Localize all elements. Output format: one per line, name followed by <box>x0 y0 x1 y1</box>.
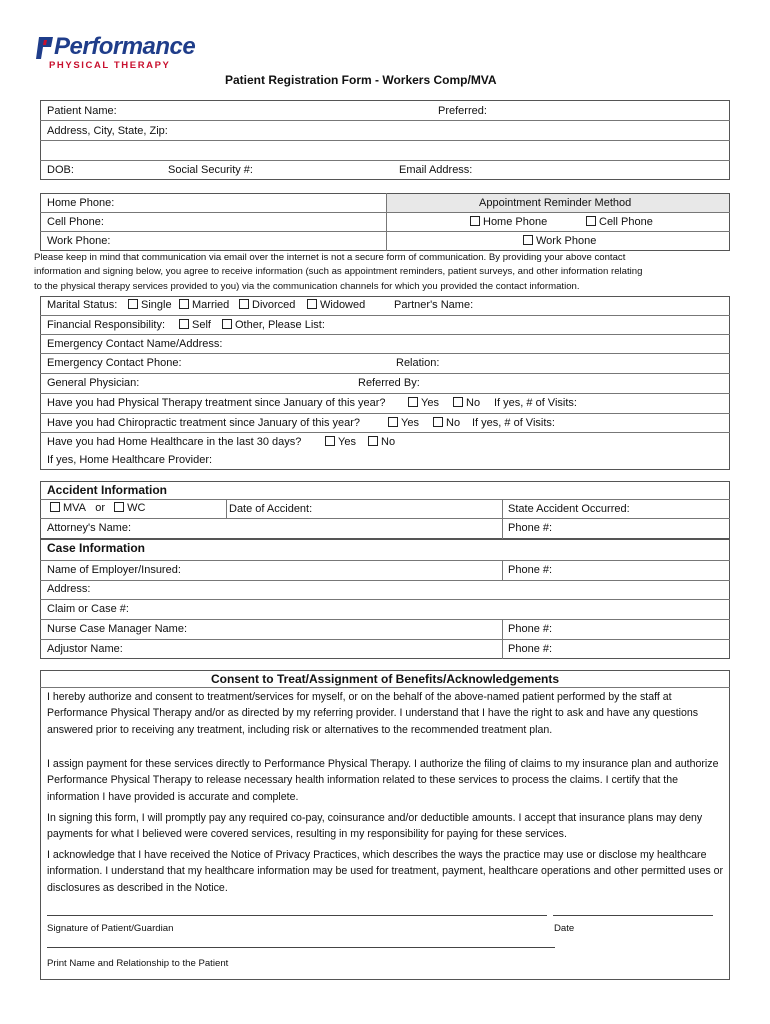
nurse-case-manager-field[interactable]: Nurse Case Manager Name: <box>47 623 188 635</box>
logo-p-icon <box>36 36 56 60</box>
checkbox-icon[interactable] <box>325 436 335 446</box>
privacy-notice-line: information and signing below, you agree to receive information (such as appointment reminders, patient surveys, and other information relating <box>34 266 643 277</box>
hh-no-option[interactable]: No <box>368 436 395 448</box>
partner-name-field[interactable]: Partner's Name: <box>394 299 474 311</box>
general-physician-field[interactable]: General Physician: <box>47 377 140 389</box>
patient-name-field[interactable]: Patient Name: <box>47 105 117 117</box>
case-info-heading: Case Information <box>47 541 146 555</box>
state-accident-field[interactable]: State Accident Occurred: <box>508 503 630 515</box>
cell-phone-field[interactable]: Cell Phone: <box>47 216 104 228</box>
chiro-yes-option[interactable]: Yes <box>388 417 419 429</box>
home-healthcare-question: Have you had Home Healthcare in the last 30 days? <box>47 436 302 448</box>
emergency-contact-name-field[interactable]: Emergency Contact Name/Address: <box>47 338 223 350</box>
financial-self-option[interactable]: Self <box>179 319 211 331</box>
chiro-no-option[interactable]: No <box>433 417 460 429</box>
consent-paragraph: I hereby authorize and consent to treatment/services for myself, or on the behalf of the above-named patient performed by the staff at Performance Physical Therapy and/or as directed by my referring provider. I understand that I have the right to ask and have any questions answered prior to receiving any treatment, including risk or alternatives to the recommended treatment plan. <box>47 691 699 736</box>
marital-divorced-option[interactable]: Divorced <box>239 299 295 311</box>
reminder-method-header: Appointment Reminder Method <box>479 197 632 209</box>
adjustor-name-field[interactable]: Adjustor Name: <box>47 643 123 655</box>
reminder-cell-option[interactable]: Cell Phone <box>586 216 653 228</box>
privacy-notice-line: Please keep in mind that communication via email over the internet is not a secure form of communication. By providing your above contact <box>34 252 626 263</box>
attorney-name-field[interactable]: Attorney's Name: <box>47 522 132 534</box>
checkbox-icon[interactable] <box>179 299 189 309</box>
checkbox-icon[interactable] <box>408 397 418 407</box>
home-healthcare-provider-field[interactable]: If yes, Home Healthcare Provider: <box>47 454 213 466</box>
reminder-home-option[interactable]: Home Phone <box>470 216 547 228</box>
relation-field[interactable]: Relation: <box>396 357 440 369</box>
pt-yes-option[interactable]: Yes <box>408 397 439 409</box>
emergency-contact-phone-field[interactable]: Emergency Contact Phone: <box>47 357 182 369</box>
nurse-phone-field[interactable]: Phone #: <box>508 623 553 635</box>
date-of-accident-field[interactable]: Date of Accident: <box>229 503 313 515</box>
checkbox-icon[interactable] <box>222 319 232 329</box>
logo <box>36 34 196 74</box>
signature-line[interactable] <box>47 915 547 916</box>
checkbox-icon[interactable] <box>368 436 378 446</box>
checkbox-icon[interactable] <box>239 299 249 309</box>
print-name-line[interactable] <box>47 947 555 948</box>
date-line[interactable] <box>553 915 713 916</box>
checkbox-icon[interactable] <box>433 417 443 427</box>
adjustor-phone-field[interactable]: Phone #: <box>508 643 553 655</box>
checkbox-icon[interactable] <box>388 417 398 427</box>
pt-history-question: Have you had Physical Therapy treatment since January of this year? <box>47 397 386 409</box>
hh-yes-option[interactable]: Yes <box>325 436 356 448</box>
email-field[interactable]: Email Address: <box>399 164 473 176</box>
referred-by-field[interactable]: Referred By: <box>358 377 420 389</box>
page-title: Patient Registration Form - Workers Comp/MVA <box>225 73 497 87</box>
accident-info-heading: Accident Information <box>47 483 168 497</box>
pt-visits-field[interactable]: If yes, # of Visits: <box>494 397 577 409</box>
checkbox-icon[interactable] <box>470 216 480 226</box>
logo-wordmark: Performance <box>54 33 196 60</box>
marital-married-option[interactable]: Married <box>179 299 229 311</box>
checkbox-icon[interactable] <box>114 502 124 512</box>
financial-other-option[interactable]: Other, Please List: <box>222 319 325 331</box>
assignment-paragraph: I assign payment for these services directly to Performance Physical Therapy. I authorize the filing of claims to my insurance plan and authorize Performance Physical Therapy to release necessary health information related to these services to process the claims. I certify that the information I have provided is accurate and complete. <box>47 758 719 803</box>
date-label: Date <box>554 923 575 934</box>
reminder-work-option[interactable]: Work Phone <box>523 235 596 247</box>
work-phone-field[interactable]: Work Phone: <box>47 235 111 247</box>
chiro-visits-field[interactable]: If yes, # of Visits: <box>472 417 555 429</box>
marital-single-option[interactable]: Single <box>128 299 172 311</box>
accident-type-options[interactable]: MVA or WC <box>50 502 145 514</box>
address-field[interactable]: Address, City, State, Zip: <box>47 125 168 137</box>
checkbox-icon[interactable] <box>586 216 596 226</box>
checkbox-icon[interactable] <box>50 502 60 512</box>
privacy-paragraph: I acknowledge that I have received the Notice of Privacy Practices, which describes the ways the practice may use or disclose my healthcare information. I understand that my healthcare information may be used for treatment, payment, healthcare operations and other permitted uses or disclosures as described in the Notice. <box>47 849 724 894</box>
financial-responsibility-label: Financial Responsibility: <box>47 319 165 331</box>
employer-name-field[interactable]: Name of Employer/Insured: <box>47 564 181 576</box>
checkbox-icon[interactable] <box>453 397 463 407</box>
payment-paragraph: In signing this form, I will promptly pay any required co-pay, coinsurance and/or deductible amounts. I accept that insurance plans may deny payments for what I believed were covered services, resulting in my responsibility for paying for these services. <box>47 812 703 841</box>
pt-no-option[interactable]: No <box>453 397 480 409</box>
chiro-history-question: Have you had Chiropractic treatment since January of this year? <box>47 417 361 429</box>
privacy-notice-line: to the physical therapy services provided to you) via the communication channels for which you provided the contact information. <box>34 281 580 292</box>
case-address-field[interactable]: Address: <box>47 583 91 595</box>
attorney-phone-field[interactable]: Phone #: <box>508 522 553 534</box>
home-phone-field[interactable]: Home Phone: <box>47 197 115 209</box>
checkbox-icon[interactable] <box>128 299 138 309</box>
checkbox-icon[interactable] <box>307 299 317 309</box>
preferred-name-field[interactable]: Preferred: <box>438 105 487 117</box>
marital-widowed-option[interactable]: Widowed <box>307 299 365 311</box>
checkbox-icon[interactable] <box>179 319 189 329</box>
logo-tagline: PHYSICAL THERAPY <box>49 60 171 71</box>
marital-status-label: Marital Status: <box>47 299 118 311</box>
employer-phone-field[interactable]: Phone #: <box>508 564 553 576</box>
print-name-label: Print Name and Relationship to the Patient <box>47 958 229 969</box>
consent-heading: Consent to Treat/Assignment of Benefits/Acknowledgements <box>210 672 560 686</box>
checkbox-icon[interactable] <box>523 235 533 245</box>
ssn-field[interactable]: Social Security #: <box>168 164 253 176</box>
dob-field[interactable]: DOB: <box>47 164 74 176</box>
signature-label: Signature of Patient/Guardian <box>47 923 174 934</box>
claim-number-field[interactable]: Claim or Case #: <box>47 603 129 615</box>
